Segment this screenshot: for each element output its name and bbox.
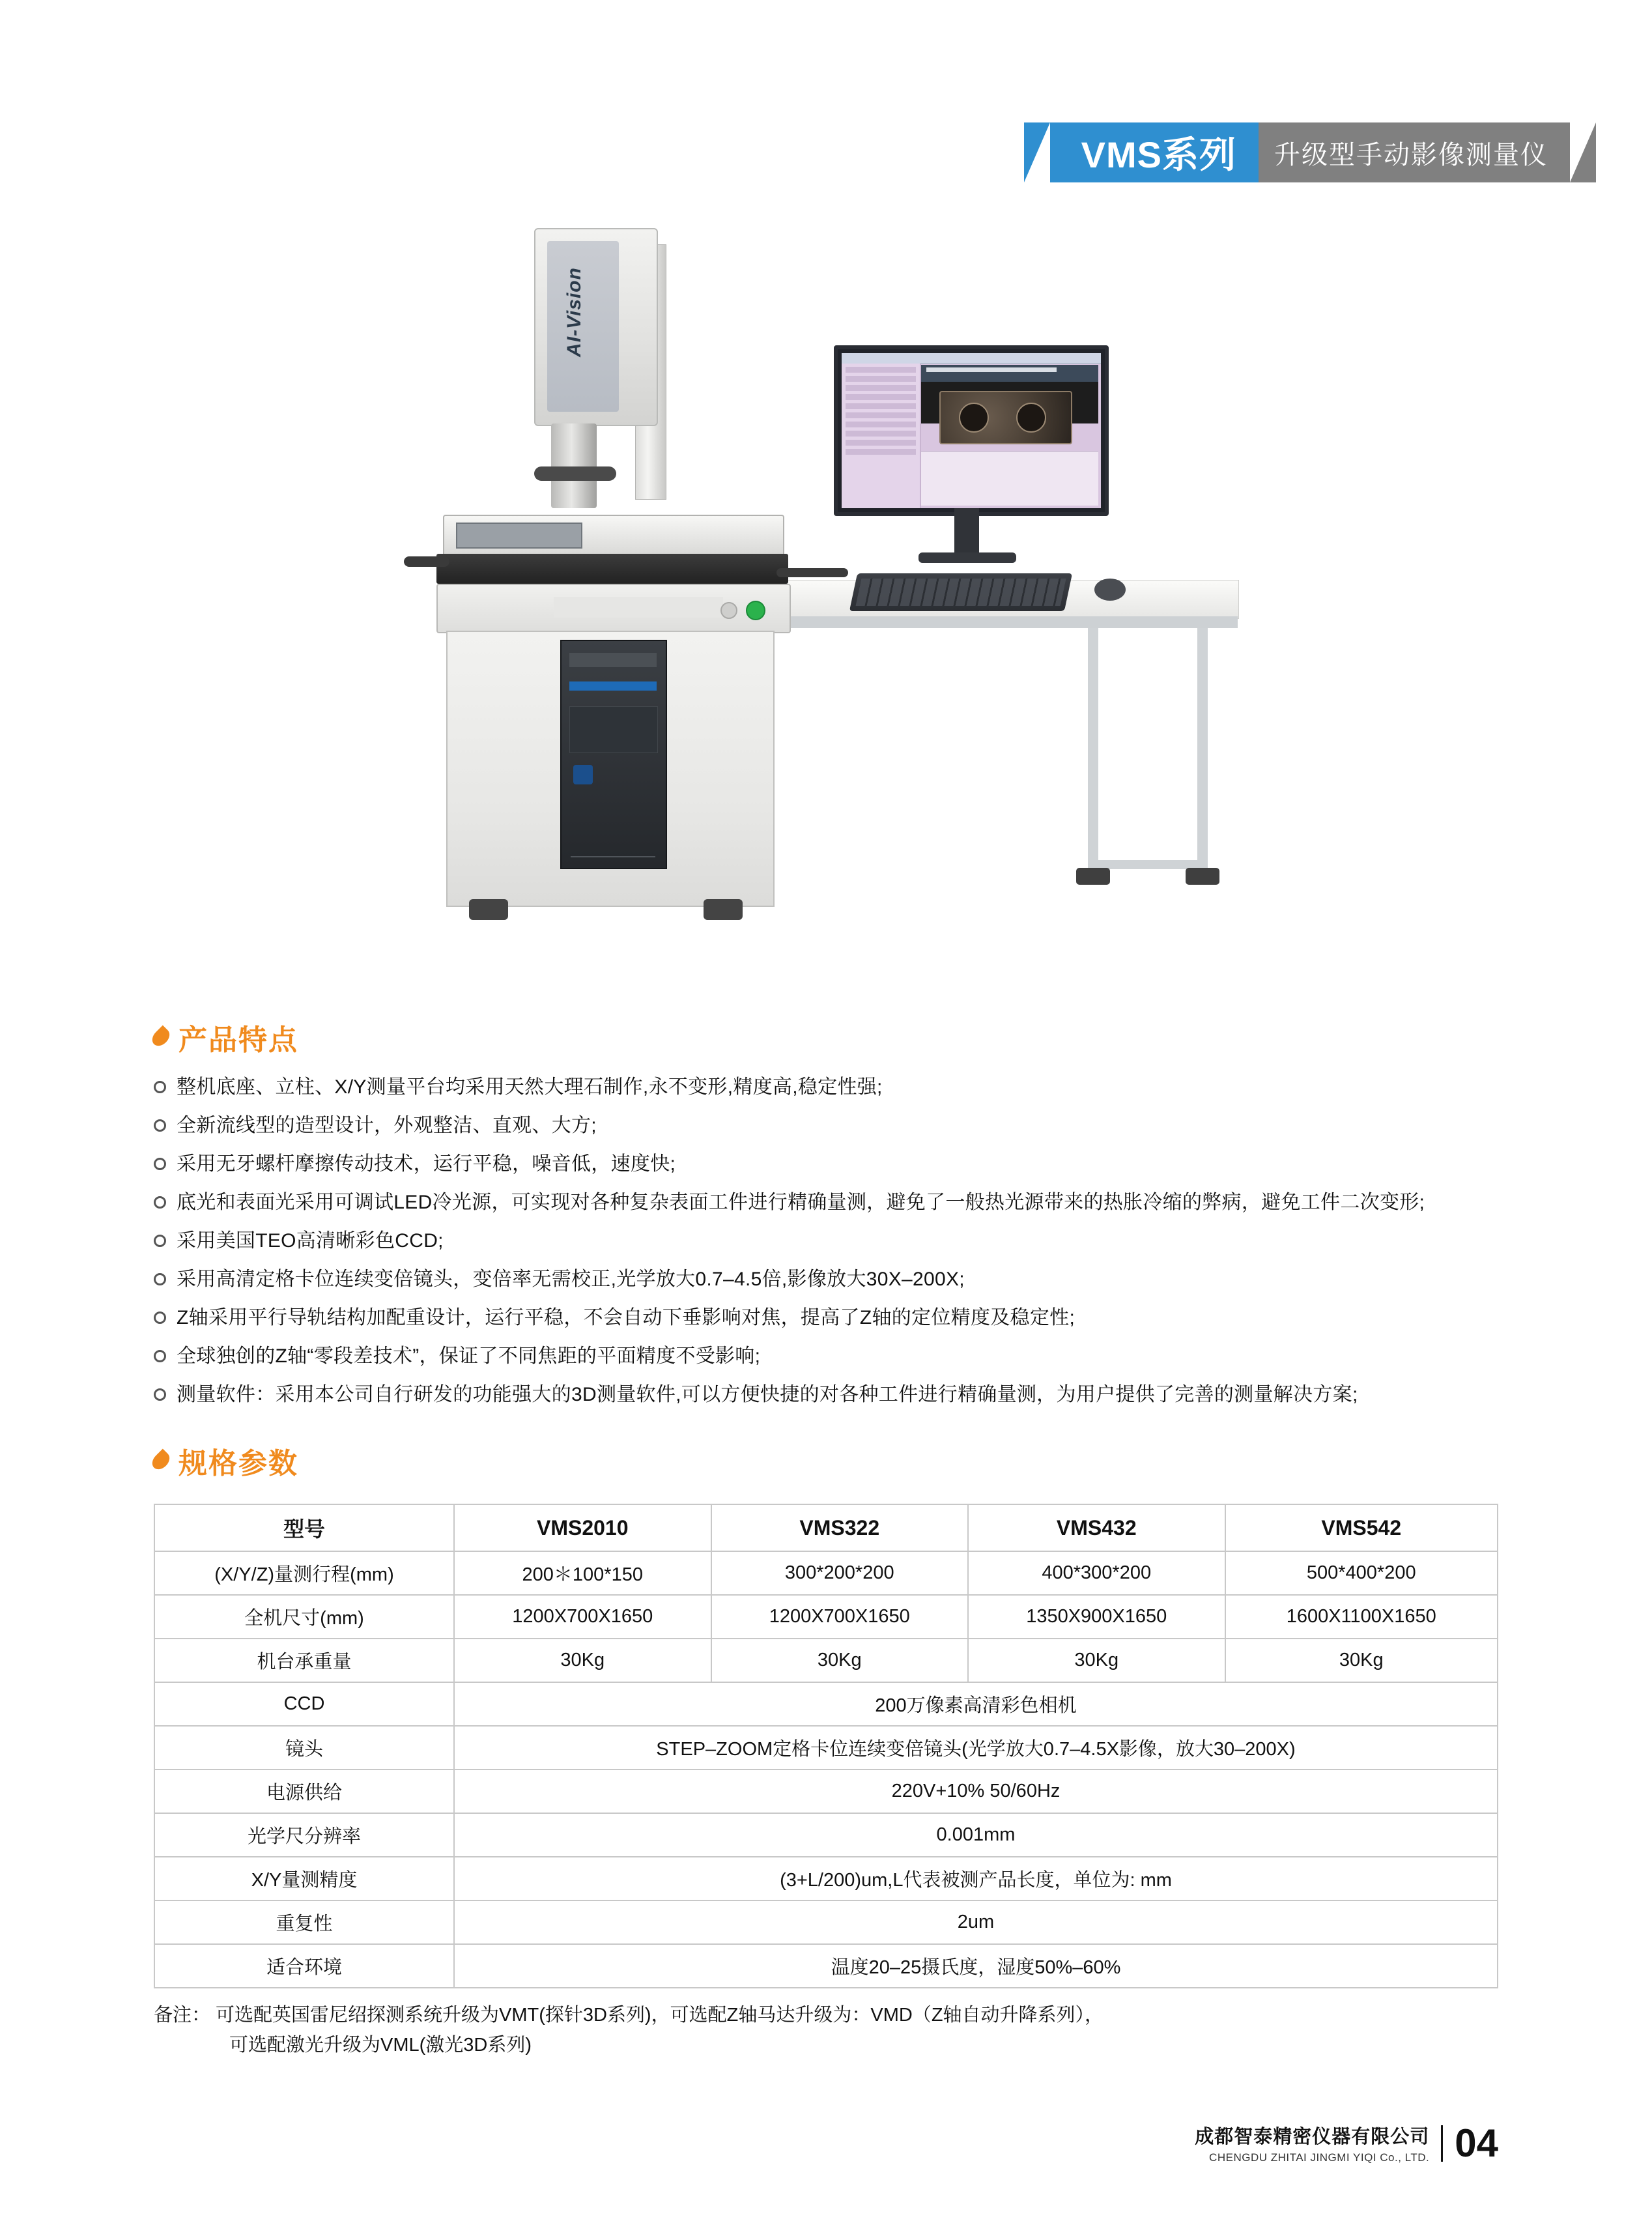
- feature-text: 底光和表面光采用可调试LED冷光源，可实现对各种复杂表面工件进行精确量测，避免了一般热光源带来的热胀冷缩的弊病，避免工件二次变形;: [177, 1192, 1425, 1213]
- footer-company: [1195, 2122, 1429, 2164]
- machine-foot-left: [469, 899, 508, 920]
- footer-divider: [1441, 2125, 1443, 2162]
- machine-focus-knob: [534, 466, 616, 481]
- banner-subtitle: 升级型手动影像测量仪: [1259, 122, 1570, 182]
- table-cell: 30Kg: [454, 1639, 711, 1682]
- table-row: [154, 1595, 1498, 1639]
- table-cell: 0.001mm: [454, 1813, 1498, 1857]
- software-progress-bar: [926, 367, 1057, 372]
- table-row: [154, 1682, 1498, 1726]
- machine-measuring-head: [534, 228, 658, 426]
- table-cell: 1350X900X1650: [968, 1595, 1225, 1639]
- banner-left-skew: [1024, 122, 1050, 182]
- table-cell: STEP–ZOOM定格卡位连续变倍镜头(光学放大0.7–4.5X影像，放大30–200X): [454, 1726, 1498, 1770]
- machine-power-button-green: [746, 601, 765, 620]
- machine-panel-label: [554, 597, 723, 618]
- desk-edge: [769, 616, 1238, 628]
- monitor: [834, 345, 1109, 516]
- bullet-icon: [154, 1158, 166, 1170]
- bullet-icon: [154, 1312, 166, 1324]
- row-label: 适合环境: [154, 1944, 454, 1988]
- specs-section: [0, 1440, 1652, 2060]
- note-line-1: 备注： 可选配英国雷尼绍探测系统升级为VMT(探针3D系列)，可选配Z轴马达升级为：VMD（Z轴自动升降系列），: [154, 2005, 1104, 2026]
- features-heading: [0, 1016, 1652, 1058]
- page-number: 04: [1455, 2121, 1498, 2165]
- pc-usb-port: [573, 765, 593, 784]
- machine-stage-glass: [456, 523, 582, 549]
- table-cell: (3+L/200)um,L代表被测产品长度，单位为: mm: [454, 1857, 1498, 1900]
- table-row: [154, 1770, 1498, 1813]
- table-cell: 30Kg: [1225, 1639, 1498, 1682]
- table-cell: 400*300*200: [968, 1551, 1225, 1595]
- pc-base-line: [571, 856, 655, 857]
- list-item: [154, 1344, 1652, 1369]
- specs-title: 规格参数: [178, 1448, 298, 1480]
- table-cell: 2um: [454, 1900, 1498, 1944]
- table-row: [154, 1900, 1498, 1944]
- feature-text: 测量软件：采用本公司自行研发的功能强大的3D测量软件,可以方便快捷的对各种工件进行精确量测，为用户提供了完善的测量解决方案;: [177, 1384, 1358, 1405]
- feature-text: 采用无牙螺杆摩擦传动技术，运行平稳，噪音低，速度快;: [177, 1153, 676, 1175]
- list-item: [154, 1267, 1652, 1292]
- desk-foot-left: [1076, 868, 1110, 885]
- company-name-cn: 成都智泰精密仪器有限公司: [1195, 2127, 1430, 2147]
- page-footer: [1195, 2122, 1498, 2164]
- banner-series-title: VMS系列: [1050, 122, 1259, 182]
- droplet-icon: [149, 1025, 173, 1050]
- bullet-icon: [154, 1273, 166, 1285]
- features-list: [0, 1075, 1652, 1407]
- specs-table-wrap: [0, 1504, 1652, 1988]
- specs-heading: [0, 1440, 1652, 1482]
- table-header-row: [154, 1504, 1498, 1551]
- bullet-icon: [154, 1235, 166, 1247]
- table-cell: 300*200*200: [711, 1551, 969, 1595]
- row-label: X/Y量测精度: [154, 1857, 454, 1900]
- list-item: [154, 1306, 1652, 1330]
- note-line-2: 可选配激光升级为VML(激光3D系列): [229, 2035, 532, 2056]
- pc-optical-drive: [569, 653, 657, 667]
- pc-tower: [560, 640, 667, 869]
- keyboard: [849, 573, 1072, 611]
- table-cell: 1600X1100X1650: [1225, 1595, 1498, 1639]
- feature-text: 全球独创的Z轴“零段差技术”，保证了不同焦距的平面精度不受影响;: [177, 1345, 761, 1367]
- list-item: [154, 1152, 1652, 1177]
- specs-note: [0, 2000, 1652, 2060]
- feature-text: 整机底座、立柱、X/Y测量平台均采用天然大理石制作,永不变形,精度高,稳定性强;: [177, 1076, 883, 1098]
- table-cell: 30Kg: [711, 1639, 969, 1682]
- page-header-banner: [1024, 122, 1596, 182]
- table-cell: 200万像素高清彩色相机: [454, 1682, 1498, 1726]
- list-item: [154, 1383, 1652, 1407]
- machine-handle-left: [404, 556, 449, 567]
- row-label: 重复性: [154, 1900, 454, 1944]
- specs-table: [154, 1504, 1498, 1988]
- monitor-screen: [842, 353, 1101, 508]
- pc-front-strip: [569, 681, 657, 691]
- feature-text: Z轴采用平行导轨结构加配重设计，运行平稳，不会自动下垂影响对焦，提高了Z轴的定位精度及稳定性;: [177, 1307, 1075, 1328]
- table-row: [154, 1944, 1498, 1988]
- software-sidebar: [842, 364, 920, 508]
- table-row: [154, 1639, 1498, 1682]
- row-label: 光学尺分辨率: [154, 1813, 454, 1857]
- desk-leg-right: [1197, 628, 1208, 869]
- feature-text: 采用美国TEO高清晰彩色CCD;: [177, 1230, 444, 1252]
- table-cell: 1200X700X1650: [454, 1595, 711, 1639]
- machine-stage-base: [436, 554, 788, 584]
- software-toolbar: [842, 353, 1101, 364]
- table-cell: 500*400*200: [1225, 1551, 1498, 1595]
- monitor-stand-neck: [954, 508, 979, 554]
- features-title: 产品特点: [178, 1024, 298, 1056]
- column-header: 型号: [154, 1504, 454, 1551]
- feature-text: 全新流线型的造型设计，外观整洁、直观、大方;: [177, 1115, 597, 1136]
- column-header: VMS432: [968, 1504, 1225, 1551]
- list-item: [154, 1113, 1652, 1138]
- list-item: [154, 1075, 1652, 1100]
- row-label: 机台承重量: [154, 1639, 454, 1682]
- mouse: [1094, 579, 1126, 601]
- table-row: [154, 1813, 1498, 1857]
- bullet-icon: [154, 1119, 166, 1132]
- company-name-en: CHENGDU ZHITAI JINGMI YIQI Co., LTD.: [1209, 2151, 1430, 2164]
- column-header: VMS542: [1225, 1504, 1498, 1551]
- table-cell: 1200X700X1650: [711, 1595, 969, 1639]
- table-row: [154, 1551, 1498, 1595]
- row-label: (X/Y/Z)量测行程(mm): [154, 1551, 454, 1595]
- list-item: [154, 1229, 1652, 1254]
- row-label: 镜头: [154, 1726, 454, 1770]
- bullet-icon: [154, 1196, 166, 1209]
- table-cell: 30Kg: [968, 1639, 1225, 1682]
- row-label: 全机尺寸(mm): [154, 1595, 454, 1639]
- table-cell: 220V+10% 50/60Hz: [454, 1770, 1498, 1813]
- desk-foot-right: [1186, 868, 1219, 885]
- table-row: [154, 1726, 1498, 1770]
- machine-optics: [551, 423, 597, 508]
- product-photo: [339, 208, 1316, 977]
- bullet-icon: [154, 1388, 166, 1401]
- row-label: CCD: [154, 1682, 454, 1726]
- bullet-icon: [154, 1081, 166, 1093]
- column-header: VMS2010: [454, 1504, 711, 1551]
- droplet-icon: [149, 1449, 173, 1473]
- table-cell: 200＊100*150: [454, 1551, 711, 1595]
- workpiece-hole-left: [959, 403, 989, 433]
- row-label: 电源供给: [154, 1770, 454, 1813]
- features-section: [0, 1016, 1652, 1421]
- monitor-stand-base: [919, 552, 1016, 563]
- machine-handle-right: [776, 568, 848, 577]
- banner-right-skew: [1570, 122, 1596, 182]
- workpiece-hole-right: [1016, 403, 1046, 433]
- desk-leg-left: [1088, 628, 1098, 869]
- list-item: [154, 1190, 1652, 1215]
- column-header: VMS322: [711, 1504, 969, 1551]
- table-row: [154, 1857, 1498, 1900]
- keyboard-keys: [856, 579, 1066, 606]
- pc-front-panel: [569, 706, 658, 753]
- machine-power-button-grey: [720, 602, 737, 619]
- bullet-icon: [154, 1350, 166, 1362]
- feature-text: 采用高清定格卡位连续变倍镜头，变倍率无需校正,光学放大0.7–4.5倍,影像放大30X–200X;: [177, 1268, 965, 1290]
- machine-brand-label: AI-Vision: [563, 267, 585, 357]
- table-cell: 温度20–25摄氏度，湿度50%–60%: [454, 1944, 1498, 1988]
- software-results-panel: [921, 451, 1098, 506]
- machine-foot-right: [704, 899, 743, 920]
